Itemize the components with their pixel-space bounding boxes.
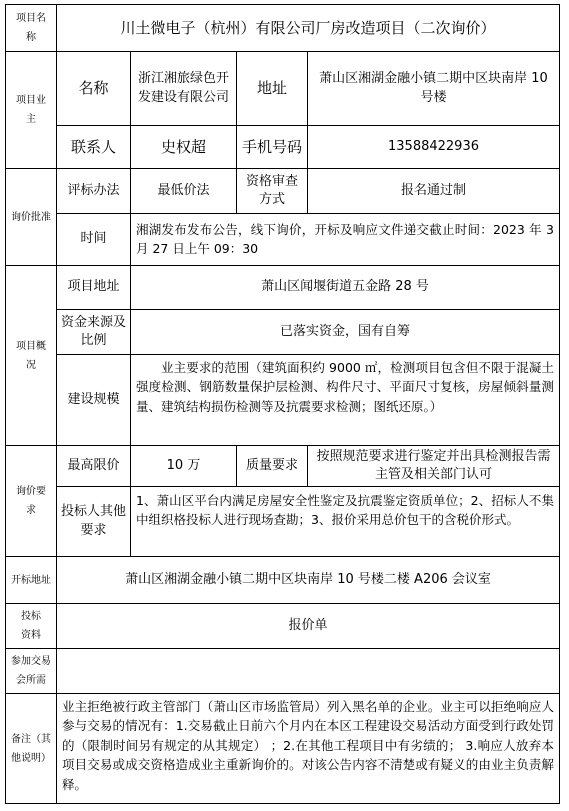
owner-label: 项目业主	[5, 51, 57, 169]
qualification-label: 资格审查方式	[236, 168, 308, 214]
owner-address-label: 地址	[236, 51, 308, 126]
owner-name-value: 浙江湘旅绿色开发建设有限公司	[130, 51, 237, 126]
scale-label: 建设规模	[56, 354, 131, 446]
remarks-label: 备注（其他说明）	[5, 693, 57, 804]
venue-value	[56, 648, 560, 694]
scale-value: 业主要求的范围（建筑面积约 9000 ㎡，检测项目包含但不限于混凝土强度检测、钢筋数量保护层检测、构件尺寸、平面尺寸复核，房屋倾斜量测量、建筑结构损伤检测等及抗震要求检测；图纸还原。）	[130, 354, 560, 446]
bidder-value: 1、萧山区平台内满足房屋安全性鉴定及抗震鉴定资质单位；2、招标人不集中组织格投标人进行现场查勘；3、报价采用总价包干的含税价形式。	[130, 486, 560, 557]
requirements-label: 询价要求	[5, 445, 57, 557]
qualification-value: 报名通过制	[307, 168, 560, 214]
method-label: 评标办法	[56, 168, 131, 214]
site-value: 萧山区闻堰街道五金路 28 号	[130, 265, 560, 310]
opening-value: 萧山区湘湖金融小镇二期中区块南岸 10 号楼二楼 A206 会议室	[56, 556, 560, 604]
overview-label: 项目概况	[5, 265, 57, 446]
announcement-table	[5, 4, 560, 804]
bidder-label: 投标人其他要求	[56, 486, 131, 557]
quality-value: 按照规范要求进行鉴定并出具检测报告需主管及相关部门认可	[307, 445, 560, 487]
inquiry-label: 询价批准	[5, 168, 57, 266]
time-label: 时间	[56, 213, 131, 266]
time-value: 湘湖发布发布公告，线下询价，开标及响应文件递交截止时间：2023 年 3 月 27 日上午 09：30	[130, 213, 560, 266]
max-price-label: 最高限价	[56, 445, 131, 487]
owner-phone-value: 13588422936	[307, 125, 560, 169]
project-name-value: 川土微电子（杭州）有限公司厂房改造项目（二次询价）	[56, 4, 560, 52]
owner-contact-label: 联系人	[56, 125, 131, 169]
owner-phone-label: 手机号码	[236, 125, 308, 169]
quality-label: 质量要求	[236, 445, 308, 487]
materials-label: 投标资料	[5, 603, 57, 649]
funding-label: 资金来源及比例	[56, 309, 131, 355]
project-name-label: 项目名称	[5, 4, 57, 52]
venue-label: 参加交易会所需	[5, 648, 57, 694]
opening-label: 开标地址	[5, 556, 57, 604]
max-price-value: 10 万	[130, 445, 237, 487]
site-label: 项目地址	[56, 265, 131, 310]
remarks-value: 业主拒绝被行政主管部门（萧山区市场监管局）列入黑名单的企业。业主可以拒绝响应人参与交易的情况有：1.交易截止日前六个月内在本区工程建设交易活动方面受到行政处罚的（限制时间另有规定的从其规定） ；2.在其他工程项目中有劣绩的； 3.响应人放弃本项目交易或成交资格造成业主重新询价的。对该公告内容不清楚或有疑义的由业主负责解释。	[56, 693, 560, 804]
owner-address-value: 萧山区湘湖金融小镇二期中区块南岸 10 号楼	[307, 51, 560, 126]
owner-name-label: 名称	[56, 51, 131, 126]
owner-contact-value: 史权超	[130, 125, 237, 169]
funding-value: 已落实资金，国有自筹	[130, 309, 560, 355]
method-value: 最低价法	[130, 168, 237, 214]
materials-value: 报价单	[56, 603, 560, 649]
